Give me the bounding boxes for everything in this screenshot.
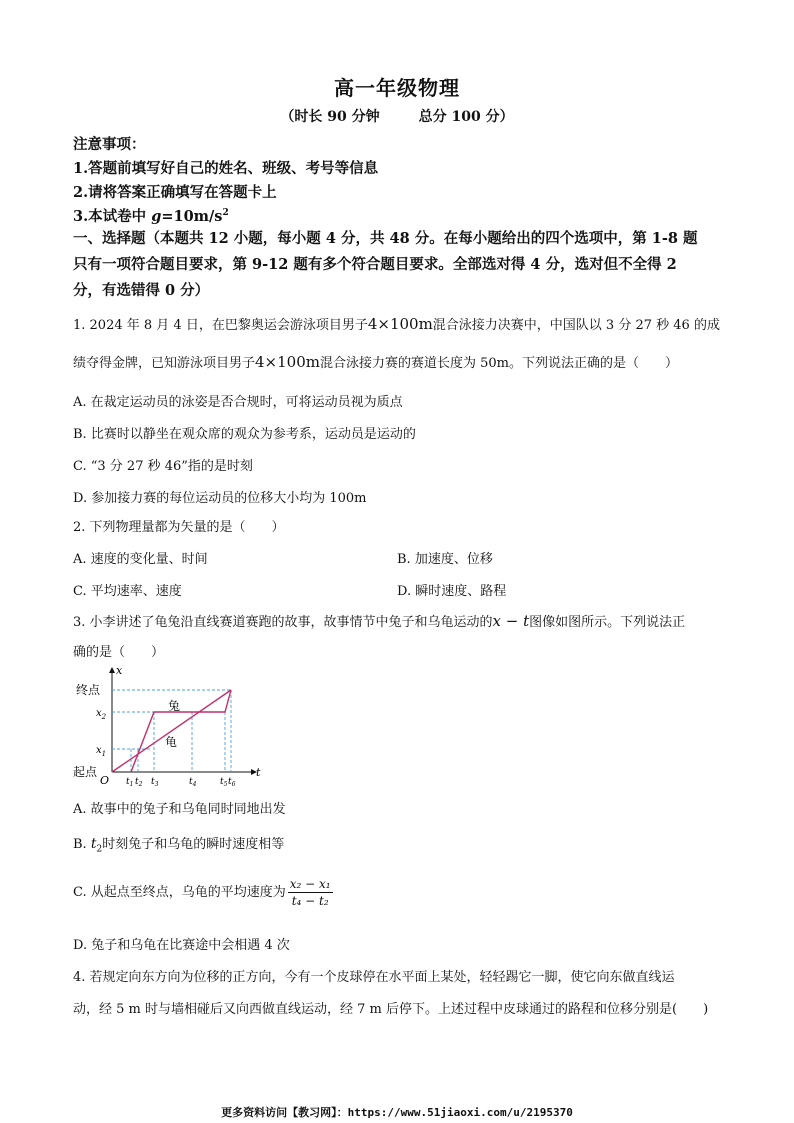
relay-distance-2: 4×100m	[255, 353, 320, 371]
svg-text:t5: $t_5$	[220, 777, 228, 788]
t-axis-ticks	[126, 777, 236, 788]
finish-label: 终点	[76, 683, 101, 697]
g-value: =10m/s	[161, 208, 223, 225]
svg-text:t4: $t_4$	[189, 777, 197, 788]
svg-text:t1: $t_1$	[126, 777, 134, 788]
xt-graph	[70, 660, 270, 790]
q1-option-b: B. 比赛时以静坐在观众席的观众为参考系，运动员是运动的	[73, 427, 416, 442]
notice-item-3: 3.本试卷中 $g=10m/s^2$	[73, 208, 229, 225]
exam-duration-score	[0, 106, 794, 126]
q3-stem-line-1: 3. 小李讲述了龟兔沿直线赛道赛跑的故事，故事情节中兔子和乌龟运动的x − t图像如图所示。下列说法正	[73, 612, 686, 630]
section-1-instructions: 一、选择题（本题共 12 小题，每小题 4 分，共 48 分。在每小题给出的四个选项中，第 1-8 题 只有一项符合题目要求，第 9-12 题有多个符合题目要求。全部选对得 4 分，选对但不全得 2 分，有选错得 0 分）	[73, 230, 698, 299]
q3-option-d: D. 兔子和乌龟在比赛途中会相遇 4 次	[73, 938, 290, 953]
svg-text:t3: $t_3$	[151, 777, 159, 788]
duration-text: （时长 90 分钟	[280, 109, 380, 125]
x1-label: $x_1$	[96, 745, 107, 758]
notice-item-2: 2.请将答案正确填写在答题卡上	[73, 184, 277, 201]
q2-option-a: A. 速度的变化量、时间	[73, 552, 208, 567]
q2-option-d: D. 瞬时速度、路程	[397, 584, 507, 599]
average-velocity-fraction: $\frac{\text{x₂ − x₁}}{\text{t₄ − t₂}}$	[289, 877, 331, 908]
q3-option-c: C. 从起点至终点，乌龟的平均速度为 $\frac{\text{x₂ − x₁}}{\text{t₄ − t₂}}$	[73, 877, 331, 908]
q2-option-b: B. 加速度、位移	[397, 552, 493, 567]
rabbit-line	[131, 690, 231, 772]
q1-stem-line-1: 1. 2024 年 8 月 4 日，在巴黎奥运会游泳项目男子4×100m混合泳接力决赛中，中国队以 3 分 27 秒 46 的成	[73, 315, 720, 333]
notice-heading: 注意事项：	[73, 136, 146, 153]
page-title: 高一年级物理	[334, 76, 460, 100]
origin-label: O	[100, 774, 110, 787]
q4-stem-line-1: 4. 若规定向东方向为位移的正方向，今有一个皮球停在水平面上某处，轻轻踢它一脚，使它向东做直线运	[73, 970, 675, 985]
relay-distance: 4×100m	[367, 315, 433, 333]
q3-stem-line-2: 确的是（ ）	[73, 645, 165, 660]
q1-option-c: C. “3 分 27 秒 46”指的是时刻	[73, 459, 253, 474]
rabbit-label: 兔	[168, 699, 181, 713]
q4-stem-line-2: 动，经 5 m 时与墙相碰后又向西做直线运动，经 7 m 后停下。上述过程中皮球通过的路程和位移分别是( )	[73, 1002, 709, 1017]
g-symbol: g	[151, 208, 162, 225]
turtle-label: 龟	[165, 735, 178, 749]
q3-option-a: A. 故事中的兔子和乌龟同时同地出发	[73, 802, 286, 817]
x2-label: $x_2$	[96, 708, 107, 721]
svg-text:t2: $t_2$	[135, 777, 143, 788]
footer-link[interactable]: 更多资料访问【教习网】：https://www.51jiaoxi.com/u/2195370	[221, 1106, 573, 1119]
q2-stem: 2. 下列物理量都为矢量的是（ ）	[73, 520, 285, 535]
total-score-text: 总分 100 分）	[418, 109, 514, 125]
xt-symbol: x − t	[492, 612, 530, 630]
x-axis-label: t	[256, 766, 261, 779]
q2-option-c: C. 平均速率、速度	[73, 584, 182, 599]
svg-text:t6: $t_6$	[228, 777, 236, 788]
q3-option-b: B. $t_2$时刻兔子和乌龟的瞬时速度相等	[73, 836, 285, 855]
q1-option-a: A. 在裁定运动员的泳姿是否合规时，可将运动员视为质点	[73, 395, 403, 410]
notice-item-1: 1.答题前填写好自己的姓名、班级、考号等信息	[73, 160, 379, 177]
start-label: 起点	[73, 765, 98, 779]
q1-option-d: D. 参加接力赛的每位运动员的位移大小均为 100m	[73, 491, 367, 506]
q1-stem-line-2: 绩夺得金牌，已知游泳项目男子4×100m混合泳接力赛的赛道长度为 50m。下列说法正确的是（ ）	[73, 353, 678, 371]
y-axis-label: x	[116, 664, 123, 677]
